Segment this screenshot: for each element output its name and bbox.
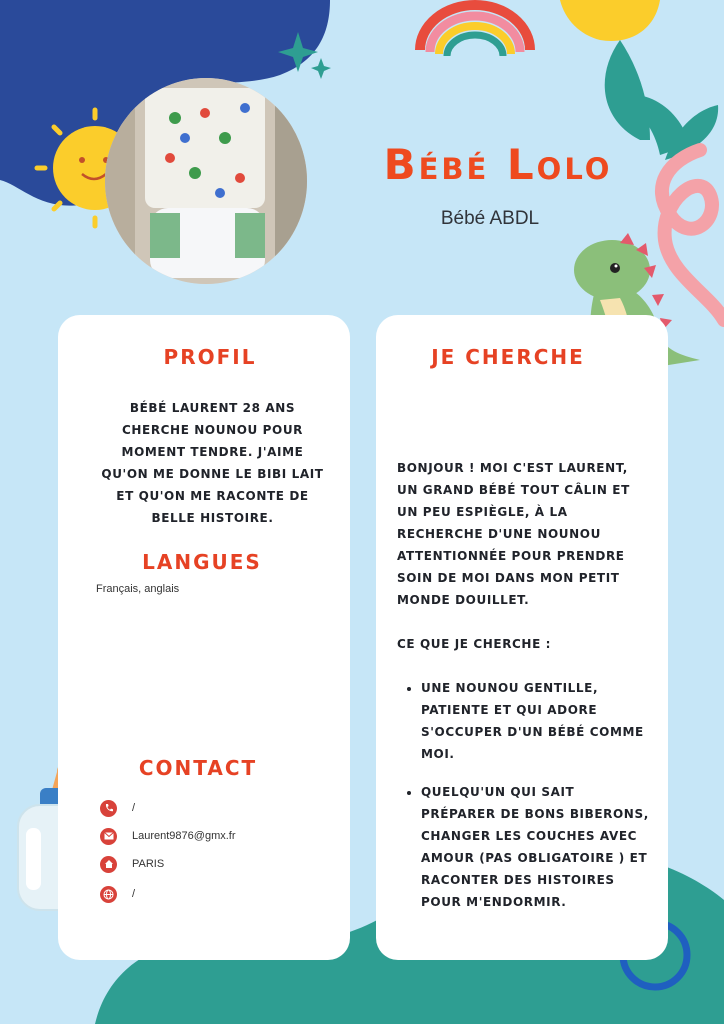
contact-phone: [100, 798, 135, 818]
phone-icon: [100, 800, 117, 817]
baby-photo-icon: [105, 78, 307, 284]
contact-city-value: PARIS: [132, 858, 165, 870]
contact-email-value[interactable]: Laurent9876@gmx.fr: [132, 830, 236, 842]
rainbow-decor: [420, 5, 530, 56]
profile-text: BÉBÉ LAURENT 28 ANS CHERCHE NOUNOU POUR MOMENT TENDRE. J'AIME QU'ON ME DONNE LE BIBI LAIT ET QU'ON ME RACONTE DE BELLE HISTOIRE.: [101, 401, 324, 525]
profile-heading: PROFIL: [163, 345, 257, 369]
profile-photo: [105, 78, 307, 284]
search-intro: BONJOUR ! MOI C'EST LAURENT, UN GRAND BÉBÉ TOUT CÂLIN ET UN PEU ESPIÈGLE, À LA RECHERCHE D'UNE NOUNOU ATTENTIONNÉE POUR PRENDRE SOIN DE MOI DANS MON PETIT MONDE DOUILLET.: [397, 461, 630, 607]
list-item: • UNE NOUNOU GENTILLE, PATIENTE ET QUI ADORE S'OCCUPER D'UN BÉBÉ COMME MOI.: [421, 677, 649, 765]
languages-value: Français, anglais: [96, 583, 180, 595]
yellow-blob: [560, 0, 660, 41]
page-title: Bébé Lolo: [383, 140, 613, 189]
search-list-title: CE QUE JE CHERCHE :: [397, 637, 552, 651]
search-list: [397, 677, 649, 913]
mail-icon: [100, 828, 117, 845]
contact-website: [100, 884, 135, 904]
search-heading: JE CHERCHE: [431, 345, 585, 369]
contact-phone-value: /: [132, 802, 136, 814]
contact-heading: CONTACT: [138, 756, 258, 780]
search-body: [397, 457, 649, 929]
page-subtitle: Bébé ABDL: [440, 208, 540, 229]
home-icon: [100, 856, 117, 873]
contact-city: [100, 854, 164, 874]
list-item: • QUELQU'UN QUI SAIT PRÉPARER DE BONS BIBERONS, CHANGER LES COUCHES AVEC AMOUR (PAS OBLIGATOIRE ) ET RACONTER DES HISTOIRES POUR M'ENDORMIR.: [421, 781, 649, 913]
globe-icon: [100, 886, 117, 903]
contact-email: [100, 826, 236, 846]
languages-heading: LANGUES: [142, 550, 262, 574]
ribbon-decor: [662, 150, 724, 320]
contact-website-value: /: [132, 888, 136, 900]
